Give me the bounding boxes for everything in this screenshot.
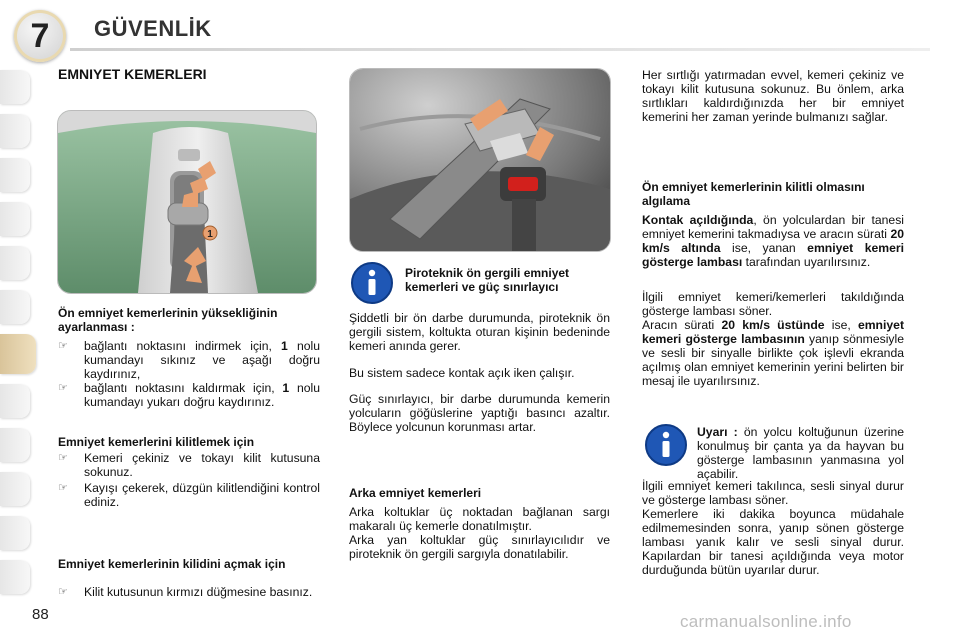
chapter-tab[interactable]: [0, 516, 30, 550]
list-item: ☞ bağlantı noktasını kaldırmak için, 1 nolu kumandayı yukarı doğru kaydırınız.: [58, 381, 320, 409]
warning-note: Uyarı : ön yolcu koltuğunun üzerine konulmuş bir çanta ya da hayvan bu gösterge lambasının yanmasına yol açabilir.: [697, 425, 904, 481]
info-icon: [350, 261, 394, 305]
chapter-tab[interactable]: [0, 384, 30, 418]
pyro-paragraph-2: Bu sistem sadece kontak açık iken çalışır.: [349, 366, 575, 380]
detect-paragraph-2: İlgili emniyet kemeri/kemerleri takıldığında gösterge lambası söner.: [642, 290, 904, 318]
height-adjuster-photo: [57, 110, 317, 294]
chapter-tab[interactable]: [0, 70, 30, 104]
chapter-number-badge: 7: [14, 10, 66, 62]
photo-callout-label: 1: [207, 229, 213, 240]
chapter-tab[interactable]: [0, 560, 30, 594]
detect-paragraph-3: Aracın sürati 20 km/s üstünde ise, emniyet kemeri gösterge lambasının yanıp sönmesiyle ve sesli bir sinyalle birlikte çok işlevli ekranda açılmış olan emniyet kemerinin yerini belirten bir mesaj ile uyarılırsınız.: [642, 318, 904, 388]
detect-heading: Ön emniyet kemerlerinin kilitli olmasını algılama: [642, 180, 865, 208]
intro-paragraph: Her sırtlığı yatırmadan evvel, kemeri çekiniz ve tokayı kilit kutusuna sokunuz. Bu önlem, arka sırtlıkları kaldırdığınızda her bir emniyet kemerini her zaman yerinde bulmanızı sağlar.: [642, 68, 904, 124]
chapter-tab[interactable]: [0, 472, 30, 506]
pointing-hand-icon: ☞: [58, 482, 68, 494]
height-adjust-heading: Ön emniyet kemerlerinin yüksekliğinin ayarlanması :: [58, 306, 278, 334]
pyro-heading: Piroteknik ön gergili emniyet kemerleri ve güç sınırlayıcı: [405, 266, 570, 294]
seatbelt-height-adjuster-illustration: [58, 111, 316, 293]
pointing-hand-icon: ☞: [58, 340, 68, 352]
chapter-tab[interactable]: [0, 246, 30, 280]
chapter-tab-active[interactable]: [0, 334, 36, 374]
chapter-tab[interactable]: [0, 290, 30, 324]
watermark: carmanualsonline.info: [680, 612, 852, 631]
page-number: 88: [32, 606, 49, 623]
pointing-hand-icon: ☞: [58, 452, 68, 464]
pyro-paragraph-3: Güç sınırlayıcı, bir darbe durumunda kemerin yolcuların göğüslerine yaptığı basıncı azaltır. Böylece yolcunun korunması artar.: [349, 392, 610, 434]
section-title: EMNIYET KEMERLERI: [58, 66, 207, 82]
chapter-title: GÜVENLİK: [94, 16, 212, 41]
list-item: ☞ Kemeri çekiniz ve tokayı kilit kutusuna sokunuz.: [58, 451, 320, 479]
pointing-hand-icon: ☞: [58, 586, 68, 598]
unlock-heading: Emniyet kemerlerinin kilidini açmak için: [58, 557, 286, 571]
seatbelt-buckle-illustration: [350, 69, 610, 251]
warning-paragraph-2: İlgili emniyet kemeri takılınca, sesli sinyal durur ve gösterge lambası söner.: [642, 479, 904, 507]
warning-paragraph-3: Kemerlere iki dakika boyunca müdahale edilmemesinden sonra, yanıp sönen gösterge lambası yanık kalır ve sesli sinyal durur. Kapılardan bir tanesi açıldığında veya motor durduğunda bütün uyarılar durur.: [642, 507, 904, 577]
rear-heading: Arka emniyet kemerleri: [349, 486, 482, 500]
info-icon: [644, 423, 688, 467]
chapter-tab[interactable]: [0, 114, 30, 148]
pointing-hand-icon: ☞: [58, 382, 68, 394]
lock-heading: Emniyet kemerlerini kilitlemek için: [58, 435, 255, 449]
detect-paragraph-1: Kontak açıldığında, ön yolculardan bir tanesi emniyet kemerini takmadıysa ve aracın sürati 20 km/s altında ise, yanan emniyet kemeri gösterge lambası tarafından uyarılırsınız.: [642, 213, 905, 269]
chapter-tab[interactable]: [0, 428, 30, 462]
list-item: ☞ Kayışı çekerek, düzgün kilitlendiğini kontrol ediniz.: [58, 481, 320, 509]
chapter-tab[interactable]: [0, 202, 30, 236]
pyro-paragraph-1: Şiddetli bir ön darbe durumunda, piroteknik ön gergili sistem, koltukta oturan kişinin bedeninde kemeri anında gerer.: [349, 311, 610, 353]
rear-paragraph-1: Arka koltuklar üç noktadan bağlanan sargı makaralı üç kemerle donatılmıştır.: [349, 505, 610, 533]
list-item: ☞ Kilit kutusunun kırmızı düğmesine basınız.: [58, 585, 313, 599]
header-divider: [70, 48, 930, 51]
chapter-tab[interactable]: [0, 158, 30, 192]
list-item: ☞ bağlantı noktasını indirmek için, 1 nolu kumandayı sıkınız ve aşağı doğru kaydırınız,: [58, 339, 320, 381]
buckle-photo: [349, 68, 611, 252]
rear-paragraph-2: Arka yan koltuklar güç sınırlayıcılıdır ve piroteknik ön gergili sargıyla donatılabilir.: [349, 533, 610, 561]
